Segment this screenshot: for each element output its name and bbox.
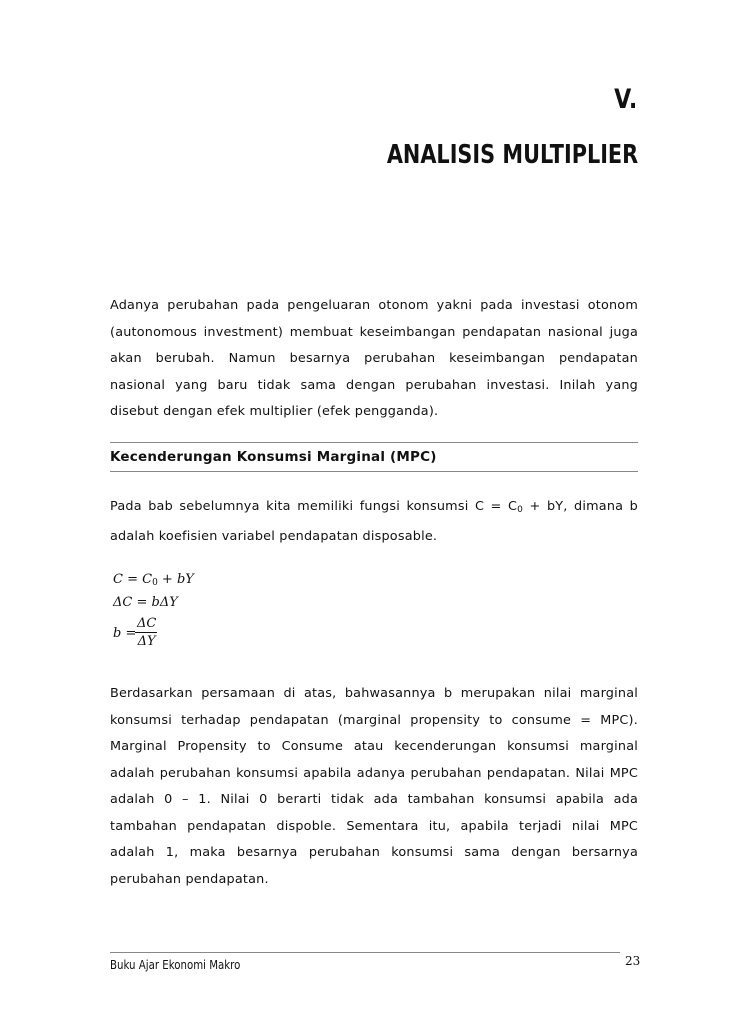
eq3-lhs: b = [113, 626, 137, 641]
mpc-explanation-paragraph: Berdasarkan persamaan di atas, bahwasannya b merupakan nilai marginal konsumsi terhadap pendapatan (marginal propensity to consume = MPC). Marginal Propensity to Consume atau kecenderungan konsumsi marginal adalah perubahan konsumsi apabila adanya perubahan pendapatan. Nilai MPC adalah 0 – 1. Nilai 0 berarti tidak ada tambahan konsumsi apabila ada tambahan pendapatan dispoble. Sementara itu, apabila terjadi nilai MPC adalah 1, maka besarnya perubahan konsumsi sama dengan bersarnya perubahan pendapatan. [110, 686, 638, 887]
fraction [135, 616, 158, 649]
fraction-numerator: ΔC [137, 616, 157, 631]
paragraph-text-end: + bY, dimana b adalah koefisien variabel pendapatan disposable. [110, 499, 638, 544]
fraction-denominator: ΔY [137, 634, 156, 649]
section-heading-box [110, 442, 638, 472]
eq1-subscript: 0 [152, 578, 158, 588]
eq1-right: + bY [157, 572, 194, 587]
consumption-function-paragraph [110, 494, 638, 550]
page-number: 23 [625, 954, 641, 968]
equation-delta-consumption: ΔC = bΔY [113, 595, 178, 610]
intro-paragraph: Adanya perubahan pada pengeluaran otonom yakni pada investasi otonom (autonomous investment) membuat keseimbangan pendapatan nasional juga akan berubah. Namun besarnya perubahan keseimbangan pendapatan nasional yang baru tidak sama dengan perubahan investasi. Inilah yang disebut dengan efek multiplier (efek pengganda). [110, 298, 638, 419]
paragraph-subscript: 0 [517, 505, 524, 515]
equation-consumption-function [113, 572, 194, 588]
footer-divider [110, 952, 620, 953]
fraction-bar [135, 632, 157, 633]
eq1-left: C = C [113, 572, 153, 587]
footer-book-title: Buku Ajar Ekonomi Makro [110, 958, 241, 972]
chapter-number: V. [614, 84, 638, 115]
chapter-title: ANALISIS MULTIPLIER [386, 140, 638, 170]
section-heading: Kecenderungan Konsumsi Marginal (MPC) [110, 449, 437, 465]
paragraph-text-start: Pada bab sebelumnya kita memiliki fungsi konsumsi C = C [110, 499, 518, 514]
